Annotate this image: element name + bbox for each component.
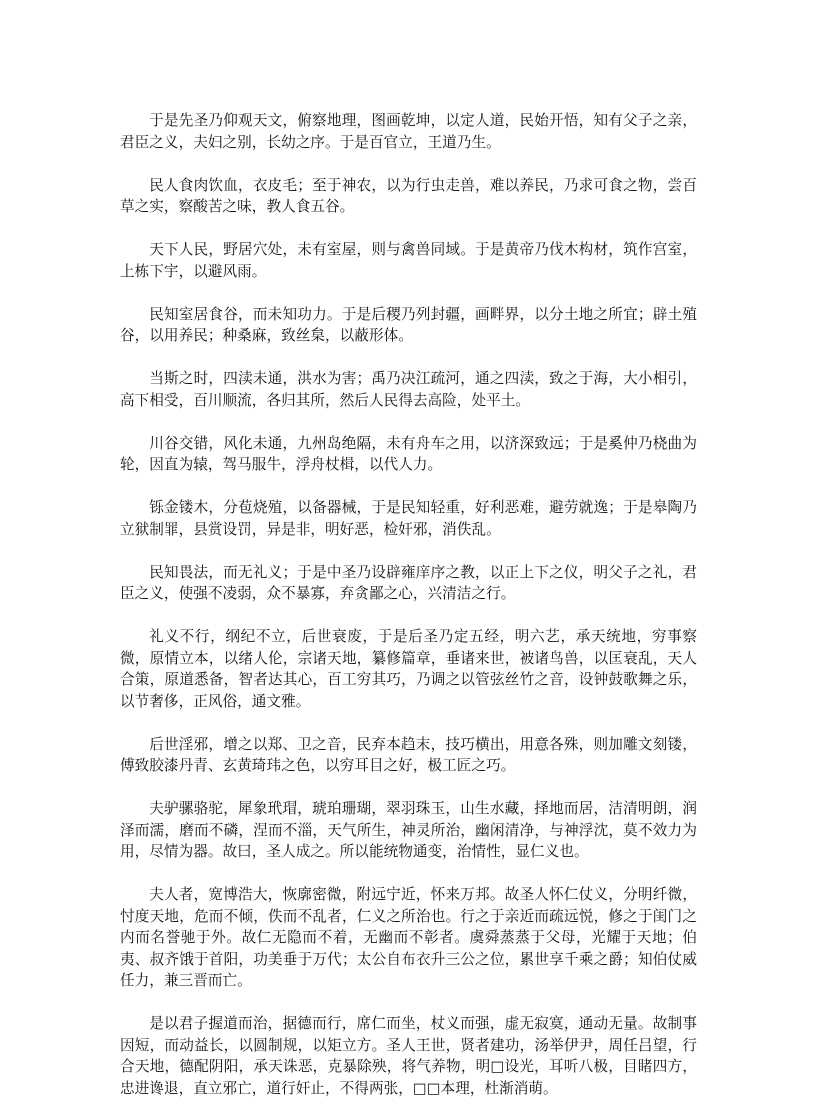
paragraph: 天下人民，野居穴处，未有室屋，则与禽兽同域。于是黄帝乃伐木构材，筑作宫室，上栋下宇，以避风雨。	[120, 241, 697, 280]
paragraph: 于是先圣乃仰观天文，俯察地理，图画乾坤，以定人道，民始开悟，知有父子之亲，君臣之义，夫妇之别，长幼之序。于是百官立，王道乃生。	[120, 112, 697, 151]
paragraph: 夫人者，宽博浩大，恢廓密微，附远宁近，怀来万邦。故圣人怀仁仗义，分明纤微，忖度天地，危而不倾，佚而不乱者，仁义之所治也。行之于亲近而疏远悦，修之于闺门之内而名誉驰于外。故仁无隐而不着，无幽而不彰者。虞舜蒸蒸于父母，光耀于天地；伯夷、叔齐饿于首阳，功美垂于万代；太公自布衣升三公之位，累世享千乘之爵；知伯仗威任力，兼三晋而亡。	[120, 886, 697, 989]
paragraph: 礼义不行，纲纪不立，后世衰废，于是后圣乃定五经，明六艺，承天统地，穷事察微，原情立本，以绪人伦，宗诸天地，纂修篇章，垂诸来世，被诸鸟兽，以匡衰乱，天人合策，原道悉备，智者达其心，百工穷其巧，乃调之以管弦丝竹之音，设钟鼓歌舞之乐，以节奢侈，正风俗，通文雅。	[120, 628, 697, 710]
paragraph: 夫驴骡骆驼，犀象玳瑁，琥珀珊瑚，翠羽珠玉，山生水藏，择地而居，洁清明朗，润泽而濡，磨而不磷，涅而不淄，天气所生，神灵所治，幽闲清净，与神浮沈，莫不效力为用，尽情为器。故曰，圣人成之。所以能统物通变，治情性，显仁义也。	[120, 800, 697, 860]
paragraph: 民知室居食谷，而未知功力。于是后稷乃列封疆，画畔界，以分土地之所宜；辟土殖谷，以用养民；种桑麻，致丝枲，以蔽形体。	[120, 305, 697, 344]
paragraph: 后世淫邪，增之以郑、卫之音，民弃本趋末，技巧横出，用意各殊，则加雕文刻镂，傅致胶漆丹青、玄黄琦玮之色，以穷耳目之好，极工匠之巧。	[120, 735, 697, 774]
paragraph: 是以君子握道而治，据德而行，席仁而坐，杖义而强，虚无寂寞，通动无量。故制事因短，而动益长，以圆制规，以矩立方。圣人王世，贤者建功，汤举伊尹，周任吕望，行合天地，德配阴阳，承天诛恶，克暴除殃，将气养物，明□设光，耳听八极，目睹四方，忠进谗退，直立邪亡，道行奸止，不得两张，□□本理，杜渐消萌。	[120, 1015, 697, 1097]
document-body	[120, 110, 697, 1099]
paragraph: 川谷交错，风化未通，九州岛绝隔，未有舟车之用，以济深致远；于是奚仲乃桡曲为轮，因直为辕，驾马服牛，浮舟杖楫，以代人力。	[120, 434, 697, 473]
paragraph: 民知畏法，而无礼义；于是中圣乃设辟雍庠序之教，以正上下之仪，明父子之礼，君臣之义，使强不凌弱，众不暴寡，弃贪鄙之心，兴清洁之行。	[120, 563, 697, 602]
paragraph: 当斯之时，四渎未通，洪水为害；禹乃决江疏河，通之四渎，致之于海，大小相引，高下相受，百川顺流，各归其所，然后人民得去高险，处平土。	[120, 370, 697, 409]
paragraph: 民人食肉饮血，衣皮毛；至于神农，以为行虫走兽，难以养民，乃求可食之物，尝百草之实，察酸苦之味，教人食五谷。	[120, 176, 697, 215]
paragraph: 铄金镂木，分苞烧殖，以备器械，于是民知轻重，好利恶难，避劳就逸；于是皋陶乃立狱制罪，县赏设罚，异是非，明好恶，检奸邪，消佚乱。	[120, 499, 697, 538]
